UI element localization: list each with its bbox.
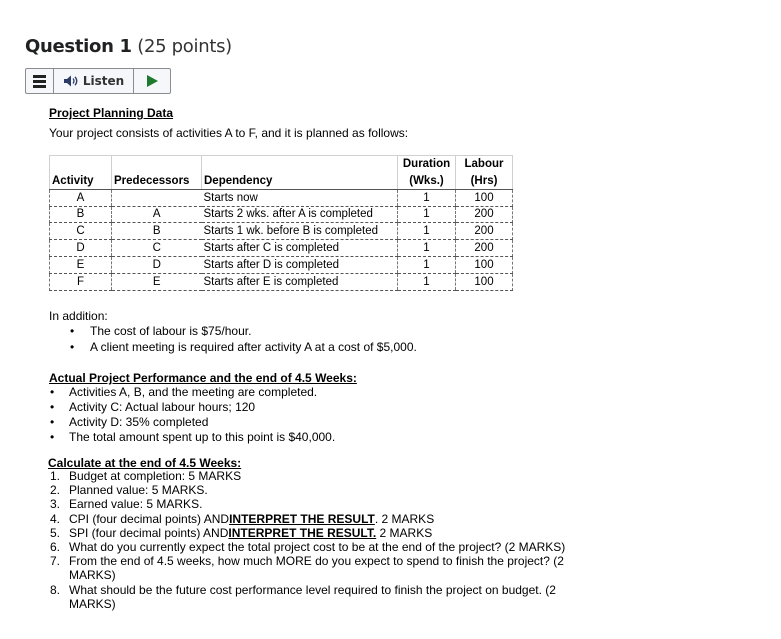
cell-labour: 100 bbox=[456, 273, 513, 290]
addition-list bbox=[70, 323, 417, 355]
calculate-list bbox=[49, 469, 589, 611]
cell-predecessors: A bbox=[112, 206, 202, 223]
item-number: 8. bbox=[50, 582, 61, 597]
table-row bbox=[50, 273, 513, 290]
planning-table bbox=[49, 155, 513, 291]
question-points: (25 points) bbox=[137, 36, 232, 57]
cell-predecessors: D bbox=[112, 256, 202, 273]
list-item bbox=[49, 540, 589, 554]
cell-dependency: Starts 1 wk. before B is completed bbox=[202, 223, 398, 240]
header-blank bbox=[202, 156, 398, 173]
list-item: • The cost of labour is $75/hour. bbox=[70, 323, 417, 339]
item-number: 1. bbox=[50, 469, 61, 483]
cell-predecessors: E bbox=[112, 273, 202, 290]
addition-label: In addition: bbox=[49, 309, 108, 323]
cell-activity: E bbox=[50, 256, 112, 273]
list-item bbox=[49, 554, 589, 582]
table-header-row-1 bbox=[50, 156, 513, 173]
table-row bbox=[50, 240, 513, 257]
item-number: 5. bbox=[50, 525, 61, 540]
header-labour-unit: (Hrs) bbox=[456, 173, 513, 190]
item-emphasis: INTERPRET THE RESULT. bbox=[228, 525, 377, 540]
cell-activity: A bbox=[50, 189, 112, 206]
cell-dependency: Starts after E is completed bbox=[202, 273, 398, 290]
item-number: 7. bbox=[50, 554, 61, 569]
cell-activity: B bbox=[50, 206, 112, 223]
header-predecessors: Predecessors bbox=[112, 173, 202, 190]
list-item: • Activities A, B, and the meeting are completed. bbox=[49, 385, 335, 400]
item-text: 2 MARKS bbox=[376, 525, 433, 540]
list-item bbox=[49, 497, 589, 511]
cell-labour: 100 bbox=[456, 256, 513, 273]
play-button[interactable] bbox=[134, 69, 170, 93]
calculate-title: Calculate at the end of 4.5 Weeks: bbox=[48, 456, 242, 470]
item-text: SPI (four decimal points) AND bbox=[69, 525, 229, 540]
item-number: 3. bbox=[50, 497, 61, 512]
cell-activity: D bbox=[50, 240, 112, 257]
cell-predecessors: C bbox=[112, 240, 202, 257]
listen-label: Listen bbox=[82, 74, 125, 88]
list-item bbox=[49, 469, 589, 483]
cell-dependency: Starts now bbox=[202, 189, 398, 206]
table-row bbox=[50, 223, 513, 240]
header-blank bbox=[112, 156, 202, 173]
list-item bbox=[49, 526, 589, 540]
cell-labour: 200 bbox=[456, 206, 513, 223]
planning-title: Project Planning Data bbox=[49, 106, 174, 120]
cell-duration: 1 bbox=[398, 206, 456, 223]
cell-activity: C bbox=[50, 223, 112, 240]
cell-duration: 1 bbox=[398, 256, 456, 273]
header-activity: Activity bbox=[50, 173, 112, 190]
header-blank bbox=[50, 156, 112, 173]
header-duration-unit: (Wks.) bbox=[398, 173, 456, 190]
question-title bbox=[25, 36, 232, 57]
cell-dependency: Starts after D is completed bbox=[202, 256, 398, 273]
cell-duration: 1 bbox=[398, 273, 456, 290]
header-duration: Duration bbox=[398, 156, 456, 173]
play-icon bbox=[147, 75, 158, 87]
cell-dependency: Starts 2 wks. after A is completed bbox=[202, 206, 398, 223]
item-number: 2. bbox=[50, 483, 61, 498]
item-text: Budget at completion: 5 MARKS bbox=[69, 469, 242, 483]
performance-title: Actual Project Performance and the end of 4.5 Weeks: bbox=[49, 371, 357, 385]
list-item bbox=[49, 483, 589, 497]
performance-list bbox=[49, 385, 335, 445]
list-item: • A client meeting is required after activity A at a cost of $5,000. bbox=[70, 339, 417, 355]
cell-duration: 1 bbox=[398, 240, 456, 257]
menu-button[interactable] bbox=[26, 69, 54, 93]
cell-duration: 1 bbox=[398, 189, 456, 206]
cell-dependency: Starts after C is completed bbox=[202, 240, 398, 257]
planning-intro: Your project consists of activities A to F, and it is planned as follows: bbox=[49, 126, 409, 140]
cell-activity: F bbox=[50, 273, 112, 290]
header-dependency: Dependency bbox=[202, 173, 398, 190]
item-number: 6. bbox=[50, 540, 61, 555]
cell-labour: 200 bbox=[456, 223, 513, 240]
item-text: What should be the future cost performance level required to finish the project on budget. (2 MARKS) bbox=[69, 582, 556, 611]
header-labour: Labour bbox=[456, 156, 513, 173]
table-row bbox=[50, 189, 513, 206]
cell-predecessors bbox=[112, 189, 202, 206]
table-row bbox=[50, 256, 513, 273]
item-text: . 2 MARKS bbox=[374, 511, 435, 526]
list-item: • Activity D: 35% completed bbox=[49, 415, 335, 430]
item-text: Planned value: 5 MARKS. bbox=[69, 483, 208, 498]
question-number: Question 1 bbox=[25, 36, 132, 57]
item-number: 4. bbox=[50, 511, 61, 526]
item-text: From the end of 4.5 weeks, how much MORE do you expect to spend to finish the project? (2 MARKS) bbox=[69, 554, 564, 583]
cell-labour: 100 bbox=[456, 189, 513, 206]
table-row bbox=[50, 206, 513, 223]
hamburger-menu-icon bbox=[33, 75, 46, 88]
table-header-row-2 bbox=[50, 173, 513, 190]
list-item: • Activity C: Actual labour hours; 120 bbox=[49, 400, 335, 415]
item-emphasis: INTERPRET THE RESULT bbox=[229, 511, 375, 526]
list-item bbox=[49, 583, 589, 611]
cell-labour: 200 bbox=[456, 240, 513, 257]
item-text: Earned value: 5 MARKS. bbox=[69, 497, 203, 512]
read-aloud-toolbar bbox=[25, 68, 171, 94]
item-text: What do you currently expect the total project cost to be at the end of the project? (2 MARKS) bbox=[69, 540, 566, 555]
list-item: • The total amount spent up to this point is $40,000. bbox=[49, 430, 335, 445]
cell-duration: 1 bbox=[398, 223, 456, 240]
list-item bbox=[49, 512, 589, 526]
item-text: CPI (four decimal points) AND bbox=[69, 511, 230, 526]
speaker-icon bbox=[63, 75, 79, 87]
cell-predecessors: B bbox=[112, 223, 202, 240]
listen-button[interactable] bbox=[54, 69, 134, 93]
